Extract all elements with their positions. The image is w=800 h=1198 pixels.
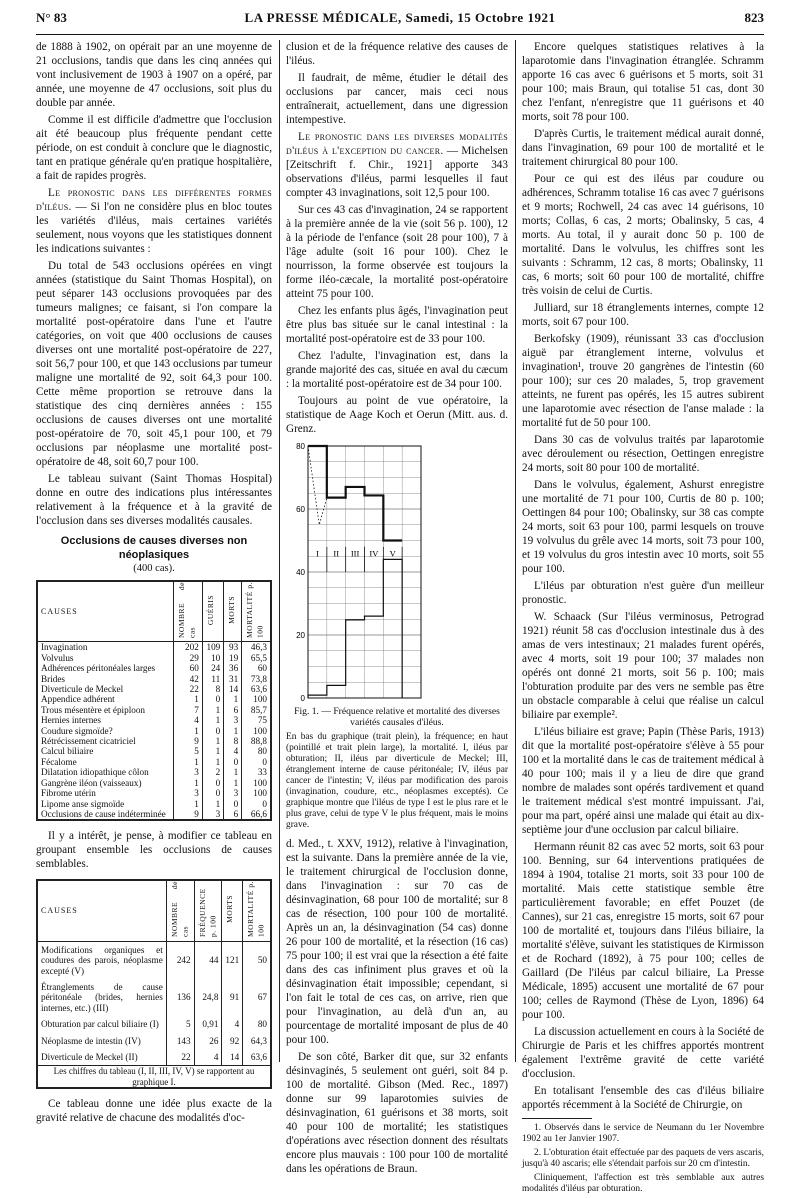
paragraph: de 1888 à 1902, on opérait par an une moyenne de 21 occlusions, tandis que dans les cinq années qui vont inclusivement de 1903 à 1907 on a opéré, par année, une moyenne de 47 occlusions, soit plus du double par année.	[36, 41, 272, 109]
table-cell: Volvulus	[41, 652, 74, 663]
figure-1-chart	[286, 440, 426, 704]
table-header-label: MORTS	[225, 895, 235, 924]
table-header-label: MORTALITÉ p. 100	[245, 582, 265, 638]
paragraph: Chez l'adulte, l'invagination est, dans la grande majorité des cas, située en aval du cæcum : la mortalité post-opératoire est de 34 pour 100.	[286, 350, 508, 390]
table-cell: 80	[243, 1016, 271, 1032]
table-cell: 60	[242, 663, 271, 673]
category-label: II	[333, 548, 340, 559]
table-cell: 24,8	[194, 979, 222, 1016]
y-tick-label: 20	[296, 631, 305, 640]
table-cell: 42	[174, 674, 203, 684]
table-cell: 0,91	[194, 1016, 222, 1032]
table-cell: Obturation par calcul biliaire (I)	[41, 1019, 159, 1030]
table-cell: 1	[202, 757, 223, 767]
table-header-cell: CAUSES	[37, 880, 166, 941]
table-cell: 1	[174, 694, 203, 704]
table-cell: 6	[224, 809, 242, 820]
y-tick-label: 0	[300, 694, 305, 703]
table-cell: Lipome anse sigmoïde	[41, 798, 125, 809]
table-cell: 1	[224, 767, 242, 777]
paragraph: Il y a intérêt, je pense, à modifier ce tableau en groupant ensemble les occlusions de causes semblables.	[36, 830, 272, 871]
category-label: V	[389, 548, 396, 559]
section-heading: Le pronostic dans les diverses modalités d'iléus à l'exception du cancer.	[286, 131, 508, 157]
table-cell: 1	[202, 736, 223, 746]
table-header-cell	[222, 880, 243, 941]
table-cell: 60	[174, 663, 203, 673]
category-label: I	[315, 548, 319, 559]
table-cell: 5	[166, 1016, 194, 1032]
table-cell: Gangrène iléon (vaisseaux)	[41, 777, 142, 788]
table-header-label: NOMBRE de cas	[169, 881, 190, 938]
table-cell: 22	[166, 1049, 194, 1066]
table-row	[37, 979, 271, 1016]
footnote: 2. L'obturation était effectuée par des paquets de vers ascaris, jusqu'à 40 ascaris; elle s'étendait parfois sur 20 cm d'intestin.	[522, 1148, 764, 1169]
table-cell: 9	[174, 736, 203, 746]
table-row	[37, 653, 271, 663]
table-subtitle: (400 cas).	[133, 563, 175, 574]
table-cell: 100	[242, 788, 271, 798]
y-tick-label: 60	[296, 505, 305, 514]
column-rule-2	[515, 40, 516, 1062]
table-cell: Fécalome	[41, 756, 77, 767]
table-causes-diverses	[36, 580, 272, 821]
paragraph: Du total de 543 occlusions opérées en vingt années (statistique du Saint Thomas Hospital), on peut séparer 143 occlusions provoquées par des tumeurs malignes; ce faisant, si l'on compare la mortalité post-opératoire dans l'une et l'autre catégories, on voit que 400 occlusions de causes diverses ont une mortalité post-opératoire de 227, soit 56,7 pour 100, et que 143 occlusions par tumeur maligne une mortalité de 92, soit 64,3 pour 100. Cette même proportion se retrouve dans la statistique des cinq dernières années : 155 occlusions de causes diverses ont une mortalité post-opératoire de 70, soit 45,1 pour 100, et 79 occlusions par néoplasme une mortalité post-opératoire de 48, soit 60,7 pour 100.	[36, 260, 272, 468]
table-cell: 0	[202, 726, 223, 736]
table-row	[37, 799, 271, 809]
table-cell: 0	[202, 694, 223, 704]
category-label: IV	[369, 548, 379, 559]
table-cell: Brides	[41, 673, 65, 684]
table-row	[37, 726, 271, 736]
table-cell: Diverticule de Meckel (II)	[41, 1051, 138, 1062]
table-cell: 64,3	[243, 1033, 271, 1049]
table-cell: 88,8	[242, 736, 271, 746]
table-cell: 3	[174, 788, 203, 798]
table-cell: 8	[202, 684, 223, 694]
table-cell: 80	[242, 746, 271, 756]
table-row	[37, 809, 271, 820]
section-paragraph	[36, 186, 272, 256]
table-header-label: GUÉRIS	[205, 594, 215, 626]
paragraph: Dans 30 cas de volvulus traités par laparotomie avec déroulement ou résection, Oettingen enregistre 24 morts, soit 80 pour 100 de mortalité.	[522, 434, 764, 474]
table-cell: 50	[243, 941, 271, 979]
column-rule-1	[279, 40, 280, 1062]
paragraph: D'après Curtis, le traitement médical aurait donné, dans l'invagination, 69 pour 100 de mortalité et le traitement chirurgical 80 pour 100.	[522, 128, 764, 168]
table-cell: Adhérences péritonéales larges	[41, 663, 156, 674]
table-note: Les chiffres du tableau (I, II, III, IV, V) se rapportent au graphique I.	[37, 1066, 271, 1088]
table-cell: 44	[194, 941, 222, 979]
paragraph: Julliard, sur 18 étranglements internes, compte 12 morts, soit 67 pour 100.	[522, 302, 764, 328]
table-row	[37, 746, 271, 756]
table-cell: Diverticule de Meckel	[41, 684, 124, 695]
table-cell: 100	[242, 694, 271, 704]
paragraph: En totalisant l'ensemble des cas d'iléus biliaire apportés récemment à la Société de Chirurgie, on	[522, 1085, 764, 1111]
table-cell: 10	[202, 653, 223, 663]
table-cell: 1	[174, 778, 203, 788]
table-cell: 1	[174, 757, 203, 767]
table-cell: Rétrécissement cicatriciel	[41, 736, 136, 747]
table-row	[37, 736, 271, 746]
table-cell: 36	[224, 663, 242, 673]
paragraph: clusion et de la fréquence relative des causes de l'iléus.	[286, 41, 508, 67]
column-1	[36, 40, 272, 1128]
table-title: Occlusions de causes diverses non néoplasiques	[60, 535, 248, 561]
table-cell: Appendice adhérent	[41, 694, 115, 705]
table-cell: 66,6	[242, 809, 271, 820]
table-row	[37, 767, 271, 777]
table-cell: 92	[222, 1033, 243, 1049]
table-cell: 73,8	[242, 674, 271, 684]
table-cell: 14	[224, 684, 242, 694]
paragraph-text: — Si l'on ne considère plus en bloc toutes les variétés d'iléus, mais certaines variétés seulement, nous voyons que les statistiques donnent les indications suivantes :	[36, 201, 273, 255]
table-cell: 4	[224, 746, 242, 756]
table-cell: 3	[224, 788, 242, 798]
table-row	[37, 694, 271, 704]
category-label: III	[350, 548, 360, 559]
table-cell: 19	[224, 653, 242, 663]
figure-legend: En bas du graphique (trait plein), la fréquence; en haut (pointillé et trait plein large), la mortalité. I, iléus par obturation; II, iléus par diverticule de Meckel; III, étranglement interne de cause péritonéale; IV, iléus par cancer de l'intestin; V, iléus par modification des parois (invagination, coudure, etc., néoplasmes exceptés). Ce graphique montre que l'iléus de type I est le plus rare et le plus grave, celui de type V le plus fréquent, mais le moins grave.	[286, 732, 508, 831]
table-cell: 9	[174, 809, 203, 820]
table-cell: 1	[224, 726, 242, 736]
table-cell: 93	[224, 642, 242, 653]
paragraph-text: — Michelsen [Zeitschrift f. Chir., 1921] apporte 343 observations d'iléus, parmi lesquelles il faut compter 43 invaginations, soit 12,5 pour 100.	[286, 145, 509, 199]
table-cell: 0	[202, 788, 223, 798]
table-header-label: MORTS	[227, 596, 237, 624]
table-cell: 0	[242, 757, 271, 767]
table-row	[37, 663, 271, 673]
paragraph: Dans le volvulus, également, Ashurst enregistre une mortalité de 71 pour 100, Curtis de 80 p. 100; Oettingen 84 pour 100; Obalinsky, sur 38 cas compte 24 morts, soit 63 pour 100, parmi lesquels on trouve 19 volvulus du grêle avec 14 morts, soit 73 pour 100, et 19 volvulus du gros intestin avec 10 morts, soit 55 pour 100.	[522, 479, 764, 575]
table-cell: Invagination	[41, 642, 88, 653]
table-cell: 1	[174, 726, 203, 736]
table-header-cell	[202, 581, 223, 642]
table-cell: 242	[166, 941, 194, 979]
column-3	[522, 40, 764, 1198]
page-header	[36, 8, 764, 35]
table-cell: 202	[174, 642, 203, 653]
table-cell: 109	[202, 642, 223, 653]
table-cell: 14	[222, 1049, 243, 1066]
table-cell: 31	[224, 674, 242, 684]
table-cell: 8	[224, 736, 242, 746]
table-cell: 0	[242, 799, 271, 809]
table-header-cell	[224, 581, 242, 642]
table-cell: Dilatation idiopathique côlon	[41, 767, 149, 778]
table-header-label: MORTALITÉ p. 100	[246, 881, 266, 938]
table-cell: 11	[202, 674, 223, 684]
table-row	[37, 788, 271, 798]
table-cell: 6	[224, 705, 242, 715]
paragraph: Comme il est difficile d'admettre que l'occlusion ait été beaucoup plus fréquente pendant cette période, on est conduit à conclure que le diagnostic, tant en pratique générale qu'en pratique hospitalière, a fait de rapides progrès.	[36, 114, 272, 182]
table-cell: 100	[242, 778, 271, 788]
table-cell: 7	[174, 705, 203, 715]
figure-caption: Fig. 1. — Fréquence relative et mortalité des diverses variétés causales d'iléus.	[294, 706, 500, 729]
table-cell: 100	[242, 726, 271, 736]
paragraph: De son côté, Barker dit que, sur 32 enfants désinvaginés, 5 seulement ont guéri, soit 84 p. 100 de mortalité. Gibson (Med. Rec., 1897) donne sur 99 laparotomies suivies de désinvagination, 61 guérisons et 38 morts, soit 40 pour 100 de mortalité; les statistiques d'opérations avec résection donnent des résultats encore plus mauvais : 100 pour 100 de mortalité dans les opérations de Braun.	[286, 1051, 508, 1176]
paragraph: Pour ce qui est des iléus par coudure ou adhérences, Schramm totalise 16 cas avec 7 guérisons et 9 morts; Rochwell, 24 cas avec 14 guérisons, 10 morts; Collas, 6 cas, 2 morts; Obalinsky, 5 cas, 4 morts. Au total, il y aurait donc 50 p. 100 de mortalité. Dans le volvulus, les chiffres sont les suivants : Schramm, 12 cas, 8 morts; Obalinsky, 11 cas, 6 morts; soit 60 pour 100 de mortalité, chiffre très voisin de celui de Curtis.	[522, 173, 764, 297]
page-number: 823	[744, 10, 764, 25]
table-cell: Étranglements de cause péritonéale (brides, hernies internes, etc.) (III)	[41, 981, 163, 1013]
footnote: Cliniquement, l'affection est très semblable aux autres modalités d'iléus par obturation.	[522, 1173, 764, 1194]
table-header-label: FRÉQUENCE p. 100	[197, 888, 217, 938]
table-cell: 67	[243, 979, 271, 1016]
table-header-cell	[194, 880, 222, 941]
table-cell: Hernies internes	[41, 715, 101, 726]
paragraph: Sur ces 43 cas d'invagination, 24 se rapportent à la première année de la vie (soit 56 p. 100), 12 à la période de l'enfance (soit 28 pour 100), 7 à l'âge adulte (soit 16 pour 100). Chez le nourrisson, la forme observée est toujours la forme iléo-cæcale, la mortalité post-opératoire atteint 75 pour 100.	[286, 204, 508, 300]
table-causes-groupees	[36, 879, 272, 1089]
column-2	[286, 40, 508, 1179]
table-row	[37, 941, 271, 979]
table-cell: 24	[202, 663, 223, 673]
table-cell: 85,7	[242, 705, 271, 715]
table-header-cell	[242, 581, 271, 642]
table-cell: 33	[242, 767, 271, 777]
table-cell: 3	[202, 809, 223, 820]
table-header-cell: CAUSES	[37, 581, 174, 642]
paragraph: Toujours au point de vue opératoire, la statistique de Aage Koch et Oerun (Mitt. aus. d. Grenz.	[286, 395, 508, 435]
section-heading: Le pronostic dans les différentes formes d'iléus.	[36, 187, 272, 213]
table-cell: 65,5	[242, 653, 271, 663]
table-cell: Modifications organiques et coudures des parois, néoplasme excepté (V)	[41, 944, 163, 976]
table-row	[37, 757, 271, 767]
table-row	[37, 705, 271, 715]
series-frequency-line	[308, 559, 402, 698]
paragraph: Encore quelques statistiques relatives à la laparotomie dans l'invagination étranglée. Schramm apporte 16 cas avec 6 guérisons et 5 morts, soit 31 pour 100; mais Braun, qui totalise 51 cas, dont 30 chez l'enfant, n'enregistre que 11 guérisons et 40 morts, soit 78 pour 100.	[522, 41, 764, 123]
table-cell: 91	[222, 979, 243, 1016]
series-mortality-dotted	[308, 446, 327, 525]
table-cell: Fibrome utérin	[41, 788, 96, 799]
paragraph: L'iléus biliaire est grave; Papin (Thèse Paris, 1913) dit que la mortalité post-opératoire s'élève à 55 pour 100 et la mortalité dans le cas de traitement médical à 40 pour 100; mais il y a lieu de dire que grand nombre de malades sont opérés tardivement et quand le traitement médical s'est montré impuissant. J'ai, pour ma part, opéré ainsi une malade qui était au dix-septième jour d'une occlusion par calcul biliaire.	[522, 726, 764, 836]
table-cell: Trous mésentère et épiploon	[41, 704, 146, 715]
y-tick-label: 40	[296, 568, 305, 577]
table-cell: 4	[194, 1049, 222, 1066]
table-cell: 5	[174, 746, 203, 756]
table-header-cell	[243, 880, 271, 941]
table-cell: 2	[202, 767, 223, 777]
table-cell: Coudure sigmoïde?	[41, 725, 113, 736]
footnote-separator	[522, 1118, 592, 1119]
section-paragraph	[286, 130, 508, 200]
table-row	[37, 778, 271, 788]
paragraph: Chez les enfants plus âgés, l'invagination peut être plus bas située sur le canal intestinal : la mortalité post-opératoire est de 33 pour 100.	[286, 305, 508, 345]
table-cell: 26	[194, 1033, 222, 1049]
paragraph: L'iléus par obturation n'est guère d'un meilleur pronostic.	[522, 580, 764, 606]
table-cell: 1	[224, 778, 242, 788]
table-cell: 1	[174, 799, 203, 809]
table-cell: 4	[174, 715, 203, 725]
table-row	[37, 642, 271, 653]
table-row	[37, 1049, 271, 1066]
table-cell: Néoplasme de intestin (IV)	[41, 1035, 141, 1046]
table-cell: 1	[202, 799, 223, 809]
footnote: 1. Observés dans le service de Neumann du 1er Novembre 1902 au 1er Janvier 1907.	[522, 1123, 764, 1144]
paragraph: La discussion actuellement en cours à la Société de Chirurgie de Paris et les chiffres apportés montrent également l'extrême gravité de cette variété d'occlusion.	[522, 1026, 764, 1080]
paragraph: Le tableau suivant (Saint Thomas Hospital) donne en outre des indications plus intéressantes relativement à la fréquence et à la gravité de l'occlusion dans ses diverses modalités causales.	[36, 473, 272, 527]
table-cell: 0	[202, 778, 223, 788]
table-cell: 1	[202, 746, 223, 756]
table-cell: 63,6	[242, 684, 271, 694]
paragraph: Hermann réunit 82 cas avec 52 morts, soit 63 pour 100. Benning, sur 64 interventions pratiquées de 1894 à 1904, totalise 21 morts, soit 33 pour 100 de mortalité. Mais cette statistique semble être particulièrement favorable; en effet Pouzet (de Cannes), sur 21 cas, enregistre 15 morts, soit 67 pour 100 de mortalité et, toujours dans l'iléus biliaire, la mortalité s'élève, suivant les statistiques de Kirmisson et de Rochard (1892), à 75 pour 100; celles de Gaillard (De l'iléus par calcul biliaire, La Presse Médicale, 1895) accusent une mortalité de 67 pour 100; celles de Raymond (Thèse de Lyon, 1896) 64 pour 100.	[522, 841, 764, 1021]
table-cell: Calcul biliaire	[41, 746, 94, 757]
table-header-cell	[166, 880, 194, 941]
journal-title: LA PRESSE MÉDICALE, Samedi, 15 Octobre 1921	[244, 10, 556, 25]
table-header-label: NOMBRE de cas	[177, 582, 197, 638]
table-cell: 121	[222, 941, 243, 979]
table-cell: 46,3	[242, 642, 271, 653]
y-tick-label: 80	[296, 442, 305, 451]
table-cell: Occlusions de cause indéterminée	[41, 808, 166, 819]
table-cell: 75	[242, 715, 271, 725]
table-row	[37, 674, 271, 684]
paragraph: Ce tableau donne une idée plus exacte de la gravité relative de chacune des modalités d'oc-	[36, 1098, 272, 1125]
table-cell: 143	[166, 1033, 194, 1049]
table-cell: 1	[202, 705, 223, 715]
table-cell: 1	[224, 694, 242, 704]
table-cell: 22	[174, 684, 203, 694]
table-row	[37, 1033, 271, 1049]
table-cell: 63,6	[243, 1049, 271, 1066]
issue-number: N° 83	[36, 10, 67, 25]
paragraph: d. Med., t. XXV, 1912), relative à l'invagination, est la suivante. Dans la première année de la vie, le traitement chirurgical de l'occlusion donne, dans l'invagination : sur 70 cas de désinvagination, 68 pour 100 de mortalité; sur 8 cas de résection, 100 pour 100 de mortalité. Après un an, la désinvagination (54 cas) donne 26 pour 100 de mortalité, et la résection (16 cas) 75 pour 100; il est vrai que la résection a été faite dans des cas infiniment plus graves et où la désinvagination était impossible; cependant, si l'on fait le total de ces cas, on arrive, rien que pour l'invagination, au delà d'un an, au pourcentage de mortalité imposant de plus de 40 pour 100.	[286, 838, 508, 1047]
table-cell: 136	[166, 979, 194, 1016]
table-cell: 3	[174, 767, 203, 777]
paragraph: Berkofsky (1909), réunissant 33 cas d'occlusion aiguë par étranglement interne, volvulus et invagination¹, trouve 20 gangrènes de l'intestin (60 pour 100); sur ces 20 malades, 5, trop gravement atteints, ne furent pas opérés, les 15 autres subirent une laparotomie avec résection de l'anse malade : la mortalité fut de 50 pour 100.	[522, 333, 764, 429]
table-cell: 3	[224, 715, 242, 725]
table-header-cell	[174, 581, 203, 642]
table-cell: 1	[202, 715, 223, 725]
paragraph: W. Schaack (Sur l'iléus verminosus, Petrograd 1921) réunit 58 cas d'occlusion intestinale dus à des amas de vers intestinaux; 21 malades furent opérés, avec 4 morts, soit 19 pour 100; 37 malades non opérés ont donné 21 morts, soit 56 p. 100; mais l'obturation produite par des vers ne semble pas être un obstacle comparable à celui que réalise un calcul biliaire par exemple².	[522, 611, 764, 721]
table-cell: 4	[222, 1016, 243, 1032]
table-row	[37, 684, 271, 694]
table-cell: 0	[224, 757, 242, 767]
table-row	[37, 715, 271, 725]
table-row	[37, 1016, 271, 1032]
table-cell: 29	[174, 653, 203, 663]
paragraph: Il faudrait, de même, étudier le détail des occlusions par cancer, mais ceci nous entraînerait, actuellement, dans une digression intempestive.	[286, 72, 508, 126]
table-cell: 0	[224, 799, 242, 809]
